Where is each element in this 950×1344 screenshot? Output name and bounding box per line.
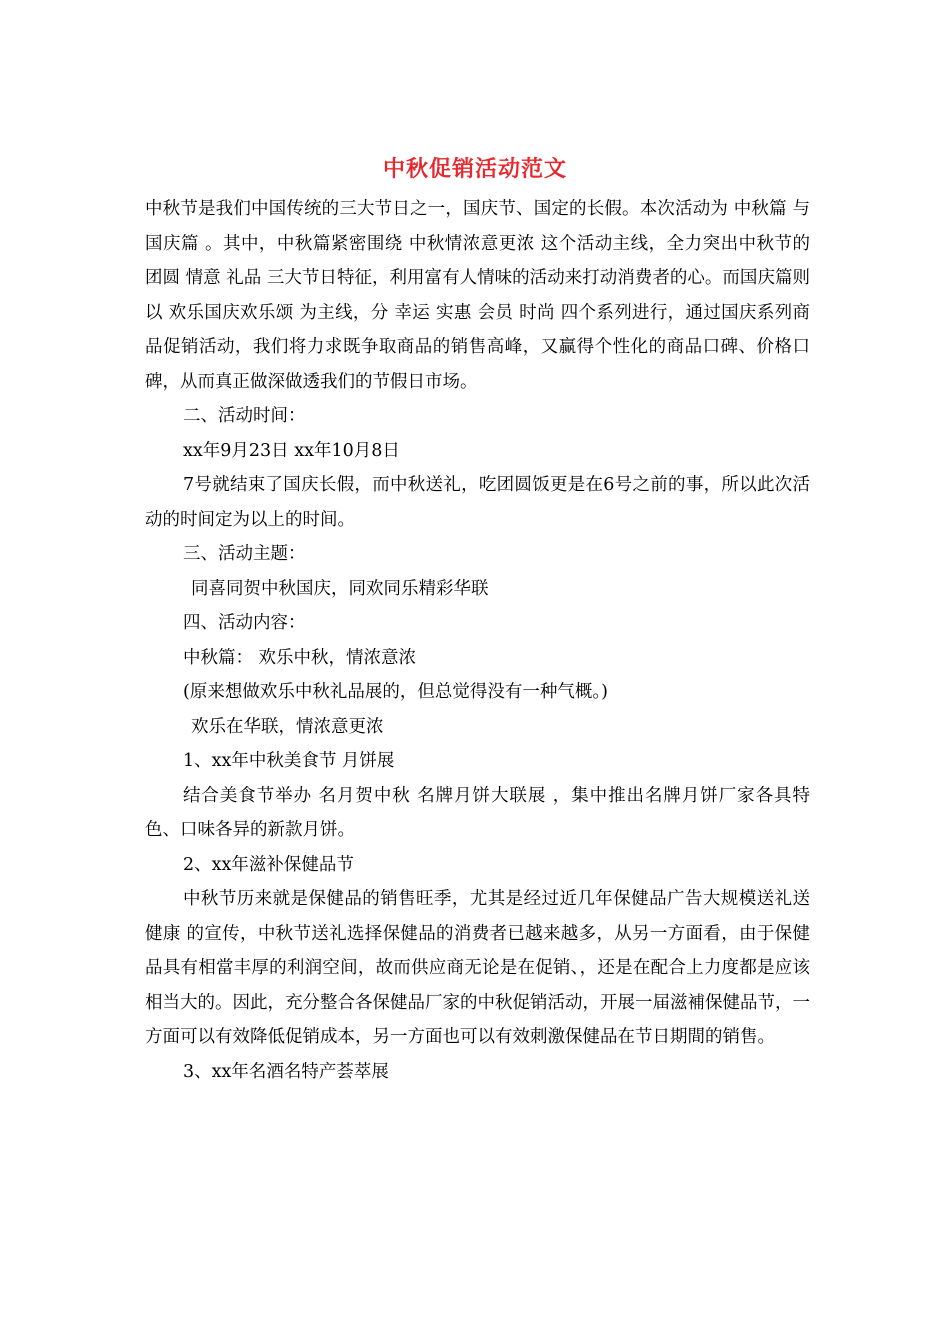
paragraph-slogan: 欢乐在华联，情浓意更浓 (191, 716, 384, 737)
paragraph-note: (原来想做欢乐中秋礼品展的，但总觉得没有一种气概。) (183, 682, 608, 702)
paragraph-item-2: 中秋节历来就是保健品的销售旺季，尤其是经过近几年保健品广告大规模送礼送健康 的宣传，中秋节送礼选择保健品的消费者已越来越多，从另一方面看，由于保健品具有相當丰厚的利润空间，故而供应商无论是在促销、，还是在配合上力度都是应该相当大的。因此，充分整合各保健品厂家的中秋促销活动，开展一届滋補保健品节，一方面可以有效降低促销成本，另一方面也可以有效刺激保健品在节日期間的销售。 (145, 889, 810, 1047)
document-body (145, 192, 810, 1089)
paragraph-mid-autumn-section: 中秋篇： 欢乐中秋，情浓意浓 (183, 647, 417, 668)
heading-activity-content: 四、活动内容： (183, 613, 306, 633)
paragraph-time-reason: 7号就结束了国庆长假，而中秋送礼，吃团圆饭更是在6号之前的事，所以此次活动的时间定为以上的时间。 (145, 475, 810, 530)
paragraph-theme: 同喜同贺中秋国庆，同欢同乐精彩华联 (191, 578, 489, 599)
heading-item-1: 1、xx年中秋美食节 月饼展 (183, 751, 395, 771)
heading-activity-theme: 三、活动主题： (183, 544, 306, 564)
paragraph-intro: 中秋节是我们中国传统的三大节日之一，国庆节、国定的长假。本次活动为 中秋篇 与 国庆篇 。其中，中秋篇紧密围绕 中秋情浓意更浓 这个活动主线，全力突出中秋节的 团圆 情意 礼品 三大节日特征，利用富有人情味的活动来打动消费者的心。而国庆篇则以 欢乐国庆欢乐颂 为主线，分 幸运 实惠 会员 时尚 四个系列进行，通过国庆系列商品促销活动，我们将力求既争取商品的销售高峰，又赢得个性化的商品口碑、价格口碑，从而真正做深做透我们的节假日市场。 (145, 199, 810, 392)
heading-item-2: 2、xx年滋补保健品节 (183, 854, 354, 875)
paragraph-activity-dates: xx年9月23日 xx年10月8日 (183, 440, 400, 461)
heading-activity-time: 二、活动时间： (183, 406, 306, 426)
document-title: 中秋促销活动范文 (382, 156, 567, 182)
paragraph-item-1: 结合美食节举办 名月贺中秋 名牌月饼大联展 ，集中推出名牌月饼厂家各具特色、口味各异的新款月饼。 (145, 785, 810, 840)
heading-item-3: 3、xx年名酒名特产荟萃展 (183, 1061, 389, 1082)
